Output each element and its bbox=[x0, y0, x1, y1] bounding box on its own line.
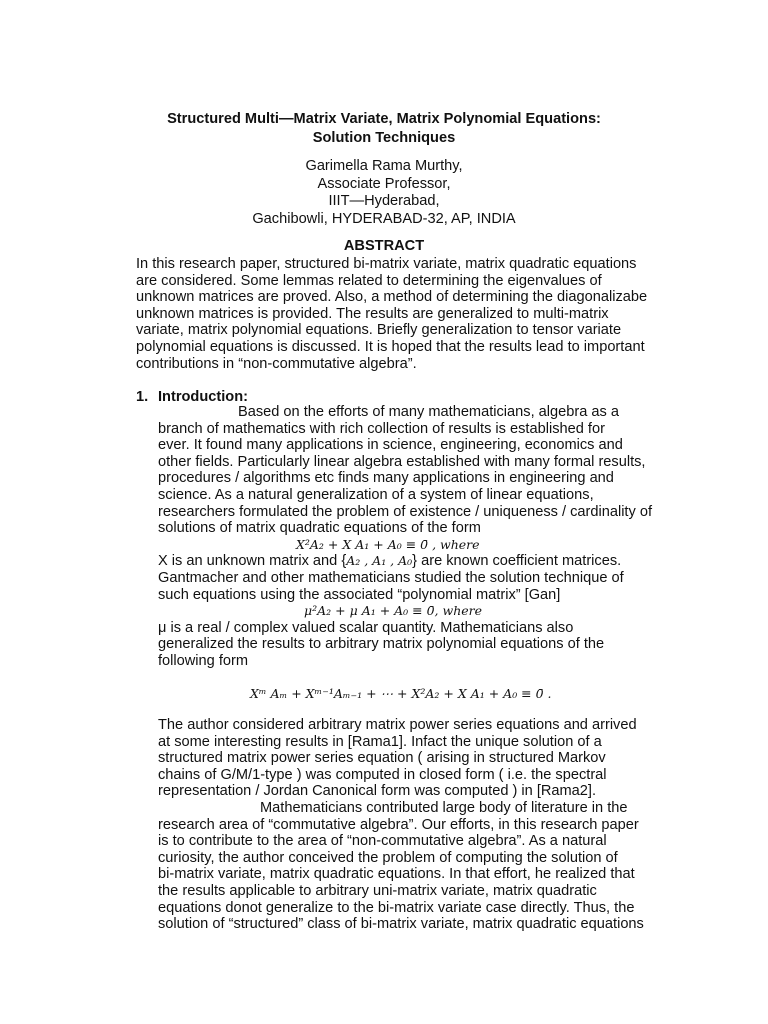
text-line: representation / Jordan Canonical form was computed ) in [Rama2]. bbox=[158, 783, 597, 800]
title-line-1: Structured Multi—Matrix Variate, Matrix Polynomial Equations: bbox=[167, 111, 601, 127]
coefficient-set: A₂ , A₁ , A₀ bbox=[346, 553, 413, 569]
text-line: such equations using the associated “polynomial matrix” [Gan] bbox=[158, 586, 561, 603]
text-line: the results applicable to arbitrary uni-matrix variate, matrix quadratic bbox=[158, 882, 597, 899]
equation-3: Xᵐ Aₘ + Xᵐ⁻¹Aₘ₋₁ + ⋯ + X²A₂ + X A₁ + A₀ ≡ 0̄ . bbox=[250, 685, 552, 701]
text-line: The author considered arbitrary matrix power series equations and arrived bbox=[158, 717, 637, 733]
author-block bbox=[0, 158, 768, 228]
abstract-line: unknown matrices are proved. Also, a method of determining the diagonalizabe bbox=[136, 289, 648, 306]
introduction-part-1 bbox=[158, 404, 655, 702]
section-title: Introduction: bbox=[158, 389, 248, 405]
text-line: is to contribute to the area of “non-commutative algebra”. As a natural bbox=[158, 833, 607, 850]
paper-title bbox=[0, 110, 768, 148]
text-line: ever. It found many applications in science, engineering, economics and bbox=[158, 437, 623, 454]
text-line bbox=[158, 800, 655, 817]
text-line: bi-matrix variate, matrix quadratic equations. In that effort, he realized that bbox=[158, 866, 635, 883]
author-name: Garimella Rama Murthy, bbox=[305, 158, 463, 174]
text-line: structured matrix power series equation ( arising in structured Markov bbox=[158, 750, 606, 767]
abstract-line: In this research paper, structured bi-matrix variate, matrix quadratic equations bbox=[136, 256, 637, 272]
abstract-line: polynomial equations is discussed. It is hoped that the results lead to important bbox=[136, 338, 645, 355]
text-line: solutions of matrix quadratic equations of the form bbox=[158, 520, 481, 537]
text-fragment: } are known coefficient matrices. bbox=[412, 553, 622, 570]
equation-1: X²A₂ + X A₁ + A₀ ≡ 0̄ , where bbox=[296, 536, 480, 552]
text-line bbox=[158, 404, 655, 421]
text-line: equations donot generalize to the bi-matrix variate case directly. Thus, the bbox=[158, 899, 635, 916]
abstract-line: contributions in “non-commutative algebra”. bbox=[136, 355, 417, 372]
title-line-2: Solution Techniques bbox=[312, 130, 456, 146]
text-fragment: X is an unknown matrix and { bbox=[158, 553, 347, 570]
text-line: chains of G/M/1-type ) was computed in closed form ( i.e. the spectral bbox=[158, 766, 607, 783]
text-line: at some interesting results in [Rama1]. Infact the unique solution of a bbox=[158, 733, 602, 750]
abstract-body bbox=[136, 256, 656, 372]
text-line: research area of “commutative algebra”. Our efforts, in this research paper bbox=[158, 816, 639, 833]
introduction-part-2 bbox=[158, 717, 655, 933]
text-line: other fields. Particularly linear algebra established with many formal results, bbox=[158, 453, 646, 470]
author-address: Gachibowli, HYDERABAD-32, AP, INDIA bbox=[252, 210, 516, 227]
author-institute: IIIT—Hyderabad, bbox=[328, 193, 440, 209]
text-line: procedures / algorithms etc finds many applications in engineering and bbox=[158, 470, 614, 487]
text-line: science. As a natural generalization of a system of linear equations, bbox=[158, 486, 594, 503]
text-line: μ is a real / complex valued scalar quantity. Mathematicians also bbox=[158, 619, 574, 636]
abstract-line: unknown matrices is provided. The results are generalized to multi-matrix bbox=[136, 305, 609, 322]
blank-line bbox=[158, 670, 655, 686]
text-line: researchers formulated the problem of existence / uniqueness / cardinality of bbox=[158, 503, 653, 520]
text-line bbox=[158, 553, 655, 570]
text-line-content: Mathematicians contributed large body of literature in the bbox=[260, 799, 628, 816]
text-line: following form bbox=[158, 652, 249, 669]
text-line: Gantmacher and other mathematicians studied the solution technique of bbox=[158, 569, 624, 586]
equation-2: μ²A₂ + μ A₁ + A₀ ≡ 0̄, where bbox=[304, 603, 483, 619]
abstract-line: are considered. Some lemmas related to determining the eigenvalues of bbox=[136, 272, 602, 289]
text-line: branch of mathematics with rich collection of results is established for bbox=[158, 420, 605, 437]
text-line: solution of “structured” class of bi-matrix variate, matrix quadratic equations bbox=[158, 916, 644, 933]
text-line-content: Based on the efforts of many mathematicians, algebra as a bbox=[238, 404, 620, 420]
text-line: generalized the results to arbitrary matrix polynomial equations of the bbox=[158, 636, 605, 653]
text-line: curiosity, the author conceived the problem of computing the solution of bbox=[158, 849, 618, 866]
abstract-line: variate, matrix polynomial equations. Briefly generalization to tensor variate bbox=[136, 322, 622, 339]
abstract-heading: ABSTRACT bbox=[343, 238, 425, 254]
section-number: 1. bbox=[136, 389, 149, 405]
author-position: Associate Professor, bbox=[317, 175, 451, 192]
